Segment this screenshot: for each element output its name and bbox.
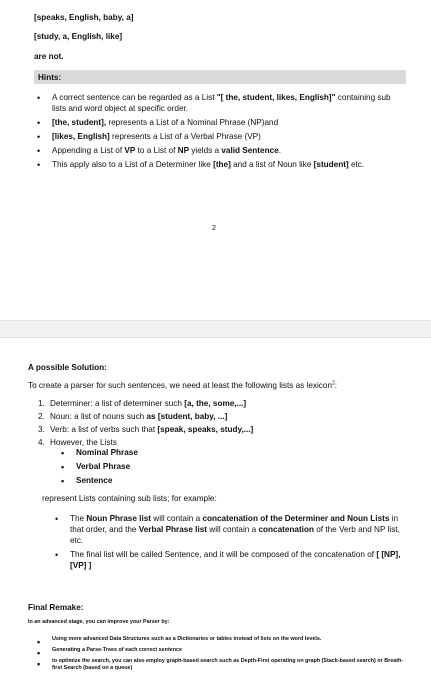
list-item: 3. Verb: a list of verbs such that [speak, speaks, study,...] [38,425,254,435]
list-item: • [likes, English] represents a List of a Verbal Phrase (VP) [34,131,406,142]
solution-title: A possible Solution: [28,363,107,372]
example-line-2: [study, a, English, like] [34,32,123,41]
list-item: • Nominal Phrase [58,447,138,458]
document-page-2 [0,338,431,700]
list-item: • Using more advanced Data Structures such as a Dictionaries or tables instead of lists on the word levels. [34,636,404,644]
list-item: • Sentence [58,475,138,486]
list-item: 2. Noun: a list of nouns such as [student, baby, ...] [38,412,228,422]
final-remark-intro: In an advanced stage, you can improve your Parser by: [28,619,170,625]
list-types [58,447,138,489]
list-item: • Appending a List of VP to a List of NP yields a valid Sentence. [34,145,406,156]
document-page-1 [0,0,431,320]
list-item: • This apply also to a List of a Determiner like [the] and a list of Noun like [student] etc. [34,159,406,170]
example-line-3: are not. [34,52,64,61]
list-item: • Verbal Phrase [58,461,138,472]
hints-title: Hints: [38,73,62,82]
list-item: • Generating a Parse-Trees of each correct sentence [34,647,404,655]
solution-intro: To create a parser for such sentences, we need at least the following lists as lexicon$^2$: [28,380,338,390]
represent-text: represent Lists containing sub lists; for example: [42,494,217,503]
example-line-1: [speaks, English, baby, a] [34,13,134,22]
final-remark-title: Final Remake: [28,603,84,612]
hints-header [34,70,406,84]
list-item: • A correct sentence can be regarded as a List "[ the, student, likes, English]" containing sub lists and word object at specific order. [34,92,406,114]
list-item: • The Noun Phrase list will contain a concatenation of the Determiner and Noun Lists in that order, and the Verbal Phrase list will contain a concatenation of the Verb and NP list, etc. [52,513,412,546]
page-number: 2 [212,225,216,232]
list-item: • to optimize the search, you can also employ graph-based search such as Depth-First operating on graph (Stack-based search) or Breath-first Search (based on a queue) [34,658,404,674]
final-remark-list [34,636,404,676]
list-item: • The final list will be called Sentence, and it will be composed of the concatenation of [ [NP], [VP] ] [52,549,412,571]
hints-list [34,92,406,173]
list-item: 1. Determiner: a list of determiner such [a, the, some,...] [38,399,247,408]
page-separator [0,320,431,338]
examples-list [52,513,412,574]
list-item: • [the, student], represents a List of a Nominal Phrase (NP)and [34,117,406,128]
list-item: 4. However, the Lists [38,438,117,448]
lexicon-list [38,398,253,450]
